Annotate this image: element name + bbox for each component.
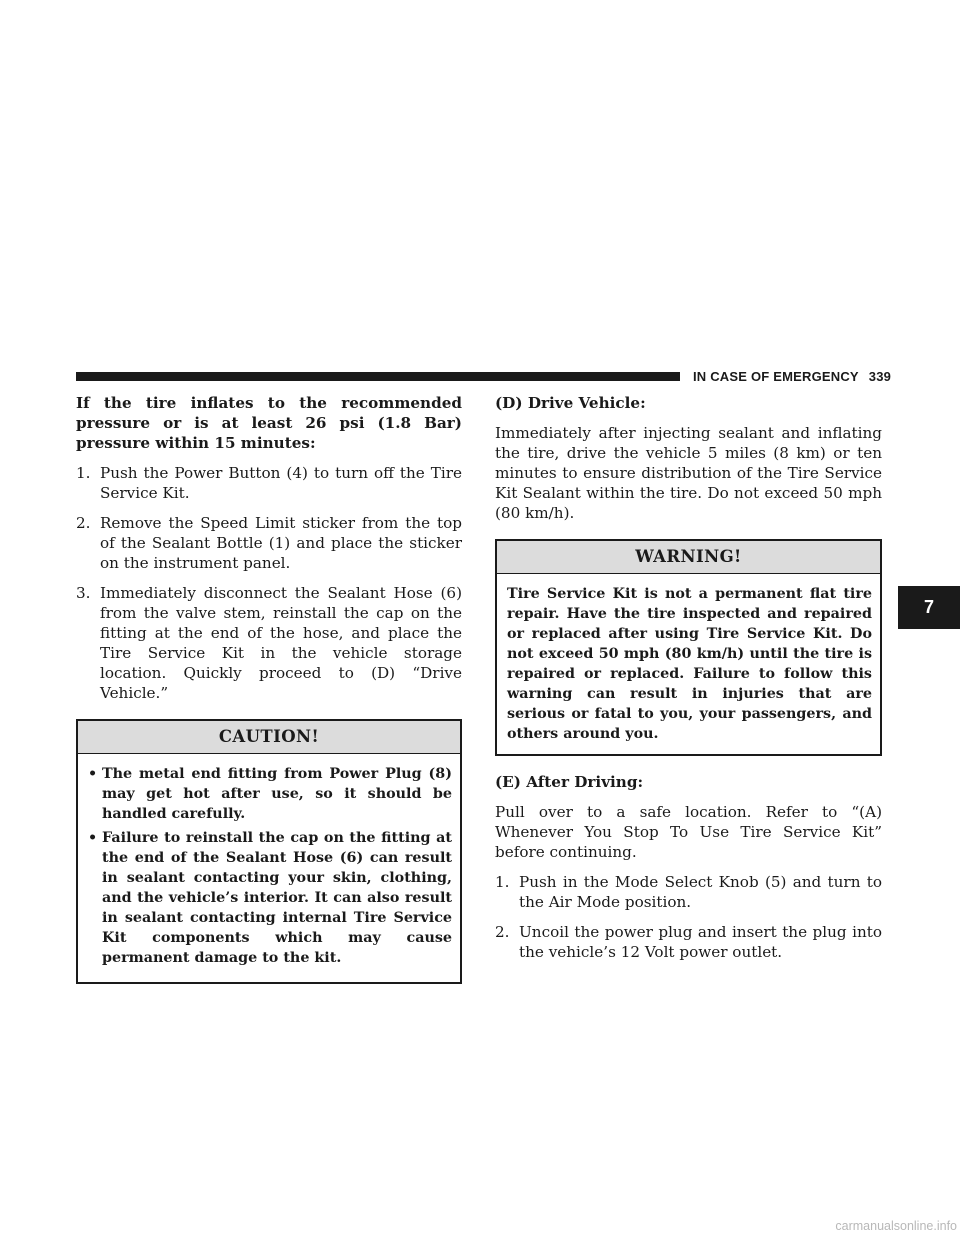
step-number: 1.	[495, 873, 510, 891]
right-steps-list	[495, 872, 882, 962]
list-item	[88, 764, 452, 824]
running-header	[693, 368, 898, 386]
header-rule	[76, 372, 680, 381]
step-text: Immediately disconnect the Sealant Hose (6) from the valve stem, reinstall the cap on the fitting at the end of the hose, and place the Tire Service Kit in the vehicle storage location. Quickly proceed to (D) “Drive Vehicle.”	[100, 584, 462, 702]
caution-bullets	[88, 764, 452, 968]
list-item	[495, 922, 882, 962]
warning-text: Tire Service Kit is not a permanent flat tire repair. Have the tire inspected and repaired or replaced after using Tire Service Kit. Do not exceed 50 mph (80 km/h) until the tire is repaired or replaced. Failure to follow this warning can result in injuries that are serious or fatal to you, your passengers, and others around you.	[507, 586, 872, 742]
list-item	[76, 583, 462, 703]
drive-vehicle-text: Immediately after injecting sealant and inflating the tire, drive the vehicle 5 miles (8 km) or ten minutes to ensure distribution of the Tire Service Kit Sealant within the tire. Do not exceed 50 mph (80 km/h).	[495, 424, 882, 522]
step-number: 2.	[495, 923, 510, 941]
warning-title: WARNING!	[497, 541, 880, 574]
watermark: carmanualsonline.info	[835, 1219, 957, 1233]
step-number: 2.	[76, 514, 91, 532]
list-item	[76, 513, 462, 573]
left-steps-list	[76, 463, 462, 703]
bullet-text: Failure to reinstall the cap on the fitting at the end of the Sealant Hose (6) can result in sealant contacting your skin, clothing, and the vehicle’s interior. It can also result in sealant contacting internal Tire Service Kit components which may cause permanent damage to the kit.	[102, 830, 452, 966]
left-column	[76, 393, 462, 1000]
right-column	[495, 393, 882, 972]
warning-body	[497, 574, 880, 754]
chapter-tab: 7	[898, 586, 960, 629]
bullet-icon: •	[88, 766, 98, 782]
warning-box	[495, 539, 882, 756]
step-text: Push the Power Button (4) to turn off the Tire Service Kit.	[100, 464, 462, 502]
step-number: 3.	[76, 584, 91, 602]
caution-body	[78, 754, 460, 982]
list-item	[88, 828, 452, 968]
section-title: IN CASE OF EMERGENCY	[693, 369, 859, 384]
after-driving-heading: (E) After Driving:	[495, 773, 644, 791]
caution-title: CAUTION!	[78, 721, 460, 754]
step-text: Push in the Mode Select Knob (5) and turn to the Air Mode position.	[519, 873, 882, 911]
intro-paragraph: If the tire inflates to the recommended pressure or is at least 26 psi (1.8 Bar) pressure within 15 minutes:	[76, 394, 462, 452]
step-number: 1.	[76, 464, 91, 482]
caution-box	[76, 719, 462, 984]
step-text: Remove the Speed Limit sticker from the top of the Sealant Bottle (1) and place the sticker on the instrument panel.	[100, 514, 462, 572]
bullet-icon: •	[88, 830, 98, 846]
list-item	[76, 463, 462, 503]
bullet-text: The metal end fitting from Power Plug (8) may get hot after use, so it should be handled carefully.	[102, 766, 452, 822]
after-driving-text: Pull over to a safe location. Refer to “(A) Whenever You Stop To Use Tire Service Kit” before continuing.	[495, 803, 882, 861]
step-text: Uncoil the power plug and insert the plug into the vehicle’s 12 Volt power outlet.	[519, 923, 882, 961]
list-item	[495, 872, 882, 912]
page-number: 339	[868, 369, 892, 384]
drive-vehicle-heading: (D) Drive Vehicle:	[495, 394, 646, 412]
